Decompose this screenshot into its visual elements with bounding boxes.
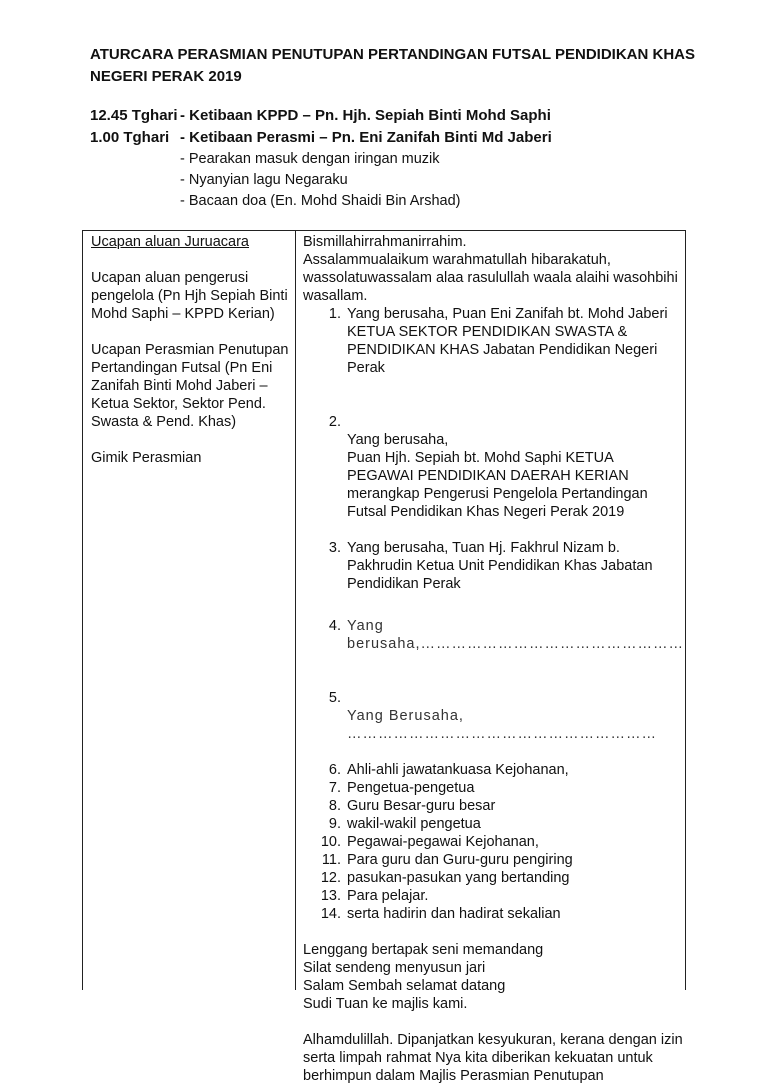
spacer (303, 593, 683, 611)
sub-item: - Pearakan masuk dengan iringan muzik (180, 151, 440, 167)
salutation-list (303, 305, 683, 923)
pantun-line: Lenggang bertapak seni memandang (303, 942, 544, 958)
list-item: 9. wakil-wakil pengetua (328, 816, 481, 832)
list-item: 6. Ahli-ahli jawatankuasa Kejohanan, (328, 762, 569, 778)
document-title: ATURCARA PERASMIAN PENUTUPAN PERTANDINGAN FUTSAL PENDIDIKAN KHAS NEGERI PERAK 2019 (90, 46, 696, 85)
list-item: 2. Yang berusaha, Puan Hjh. Sepiah bt. Mohd Saphi KETUA PEGAWAI PENDIDIKAN DAERAH KERIAN merangkap Pengerusi Pengelola Pertandingan Futsal Pendidikan Khas Negeri Perak 2019 (328, 414, 648, 520)
list-item: 14. serta hadirin dan hadirat sekalian (320, 906, 561, 922)
program-item: Ucapan aluan Juruacara (91, 234, 249, 250)
program-item: Ucapan Perasmian Penutupan Pertandingan Futsal (Pn Eni Zanifah Binti Mohd Jaberi – Ketua Sektor, Sektor Pend. Swasta & Pend. Khas) (91, 342, 289, 430)
list-item: 11. Para guru dan Guru-guru pengiring (321, 852, 573, 868)
program-item: Gimik Perasmian (91, 450, 202, 466)
schedule-time: 12.45 Tghari (90, 107, 178, 124)
table-divider (295, 231, 296, 990)
spacer (303, 1013, 683, 1031)
list-item: 7. Pengetua-pengetua (328, 780, 475, 796)
list-item: 12. pasukan-pasukan yang bertanding (320, 870, 570, 886)
schedule-time: 1.00 Tghari (90, 129, 170, 146)
sub-item: - Bacaan doa (En. Mohd Shaidi Bin Arshad) (180, 193, 461, 209)
spacer (303, 521, 683, 539)
spacer (303, 923, 683, 941)
pantun-line: Sudi Tuan ke majlis kami. (303, 996, 468, 1012)
spacer (303, 653, 683, 671)
list-item: 3. Yang berusaha, Tuan Hj. Fakhrul Nizam b. Pakhrudin Ketua Unit Pendidikan Khas Jabatan Pendidikan Perak (328, 540, 653, 592)
list-item: 1. Yang berusaha, Puan Eni Zanifah bt. Mohd Jaberi KETUA SEKTOR PENDIDIKAN SWASTA & PENDIDIKAN KHAS Jabatan Pendidikan Negeri Perak (328, 306, 668, 376)
list-item: 13. Para pelajar. (320, 888, 429, 904)
list-item: 10. Pegawai-pegawai Kejohanan, (320, 834, 539, 850)
pantun-line: Salam Sembah selamat datang (303, 978, 506, 994)
program-item: Ucapan aluan pengerusi pengelola (Pn Hjh Sepiah Binti Mohd Saphi – KPPD Kerian) (91, 270, 288, 322)
list-item: 8. Guru Besar-guru besar (328, 798, 496, 814)
speech-closing: Alhamdulillah. Dipanjatkan kesyukuran, kerana dengan izin serta limpah rahmat Nya kita diberikan kekuatan untuk berhimpun dalam Majlis Perasmian Penutupan (303, 1032, 683, 1084)
pantun-line: Silat sendeng menyusun jari (303, 960, 486, 976)
list-item: 4. Yang berusaha,…………………………………………… (328, 618, 684, 652)
schedule-desc: - Ketibaan Perasmi – Pn. Eni Zanifah Binti Md Jaberi (180, 129, 552, 146)
list-item: 5. Yang Berusaha, …………………………………………………… (328, 690, 657, 742)
sub-item: - Nyanyian lagu Negaraku (180, 172, 348, 188)
spacer (303, 743, 683, 761)
spacer (303, 377, 683, 395)
speech-greeting: Assalammualaikum warahmatullah hibarakatuh, wassolatuwassalam alaa rasulullah waala alaihi wasohbihi wasallam. (303, 252, 678, 304)
schedule-desc: - Ketibaan KPPD – Pn. Hjh. Sepiah Binti Mohd Saphi (180, 107, 551, 124)
program-table (82, 230, 686, 1084)
speech-opening: Bismillahirrahmanirrahim. (303, 234, 467, 250)
program-items-column (91, 233, 291, 485)
speech-text-column (303, 233, 683, 1085)
